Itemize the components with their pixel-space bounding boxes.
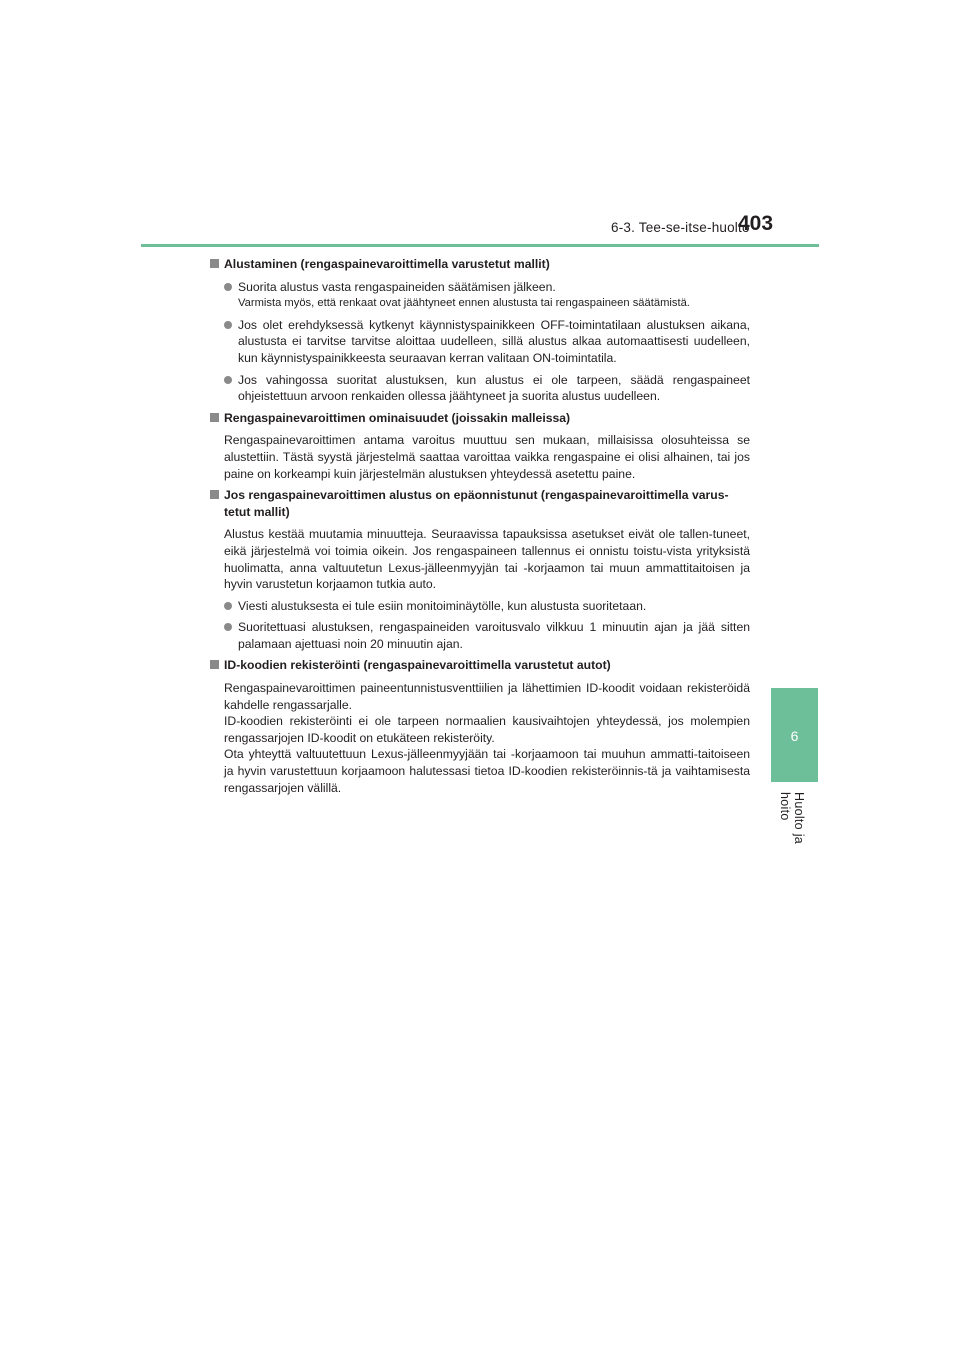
section-heading [210, 657, 750, 674]
list-item-text: Jos olet erehdyksessä kytkenyt käynnistyspainikkeen OFF-toimintatilaan alustuksen aikana, alustusta ei tarvitse tarvitse aloittaa uudelleen, sillä alustus alkaa automaattisesti uudelleen, kun käynnistyspainikkeesta seuraavan kerran valitaan ON-toimintatila. [238, 317, 750, 365]
paragraph: Rengaspainevaroittimen paineentunnistusventtiilien ja lähettimien ID-koodit voidaan rekisteröidä kahdelle rengassarjalle. [224, 681, 750, 712]
list-item [210, 619, 750, 652]
paragraph: Ota yhteyttä valtuutettuun Lexus-jälleenmyyjään tai -korjaamoon tai muuhun ammatti-taitoiseen ja hyvin varustettuun korjaamoon halutessasi tietoa ID-koodien rekisteröinnis-tä ja vaihtamisesta rengassarjojen välillä. [224, 747, 750, 795]
circle-bullet-icon [224, 321, 232, 329]
header-divider [141, 244, 819, 247]
list-item-text: Suoritettuasi alustuksen, rengaspaineiden varoitusvalo vilkkuu 1 minuutin ajan ja jää sitten palamaan ajettuasi noin 20 minuutin ajan. [238, 620, 750, 651]
chapter-number: 6 [790, 728, 799, 744]
list-item [210, 317, 750, 367]
section-heading-text: Alustaminen (rengaspainevaroittimella varustetut mallit) [224, 257, 550, 271]
chapter-tab [771, 688, 818, 782]
square-bullet-icon [210, 259, 219, 268]
paragraph: Alustus kestää muutamia minuutteja. Seuraavissa tapauksissa asetukset eivät ole tallen-tuneet, eikä järjestelmä voi toimia oikein. Jos rengaspaineen tallennus ei onnistu toistu-vista yrityksistä huolimatta, anna valtuutetun Lexus-jälleenmyyjän tai -korjaamon tai muun ammattitaitoisen ja hyvin varustetun korjaamon tutkia auto. [224, 527, 750, 592]
section-heading-text: Jos rengaspainevaroittimen alustus on epäonnistunut (rengaspainevaroittimella varus-tetut mallit) [224, 488, 729, 519]
circle-bullet-icon [224, 623, 232, 631]
circle-bullet-icon [224, 376, 232, 384]
list-item [210, 372, 750, 405]
chapter-title: Huolto ja hoito [778, 792, 806, 845]
section-heading [210, 256, 750, 273]
section-heading-text: Rengaspainevaroittimen ominaisuudet (joissakin malleissa) [224, 410, 571, 425]
list-item-text: Viesti alustuksesta ei tule esiin monitoiminäytölle, kun alustusta suoritetaan. [238, 598, 647, 613]
paragraph: Rengaspainevaroittimen antama varoitus muuttuu sen mukaan, millaisissa olosuhteissa se alustettiin. Tästä syystä järjestelmä saattaa varoittaa vaikka rengaspaine ei olisi alhainen, tai jos paine on korkeampi kuin järjestelmän alustuksen yhteydessä asetettu paine. [224, 433, 750, 481]
square-bullet-icon [210, 660, 219, 669]
section-header: 6-3. Tee-se-itse-huolto [611, 220, 750, 235]
list-item-text: Suorita alustus vasta rengaspaineiden säätämisen jälkeen. [238, 279, 556, 294]
page-number: 403 [738, 212, 774, 235]
page-content [210, 256, 750, 801]
list-item-note: Varmista myös, että renkaat ovat jäähtyneet ennen alustusta tai rengaspaineen säätämistä. [238, 297, 690, 310]
list-item [210, 598, 750, 615]
square-bullet-icon [210, 413, 219, 422]
list-item-text: Jos vahingossa suoritat alustuksen, kun alustus ei ole tarpeen, säädä rengaspaineet ohjeistettuun arvoon renkaiden ollessa jäähtyneet ja suorita alustus uudelleen. [238, 372, 750, 404]
paragraph: ID-koodien rekisteröinti ei ole tarpeen normaalien kausivaihtojen yhteydessä, jos molempien rengassarjojen ID-koodit on etukäteen rekisteröity. [224, 714, 750, 745]
circle-bullet-icon [224, 602, 232, 610]
section-heading [210, 487, 750, 520]
list-item [210, 279, 750, 312]
circle-bullet-icon [224, 283, 232, 291]
section-heading-text: ID-koodien rekisteröinti (rengaspainevaroittimella varustetut autot) [224, 658, 611, 673]
square-bullet-icon [210, 490, 219, 499]
section-heading [210, 410, 750, 427]
